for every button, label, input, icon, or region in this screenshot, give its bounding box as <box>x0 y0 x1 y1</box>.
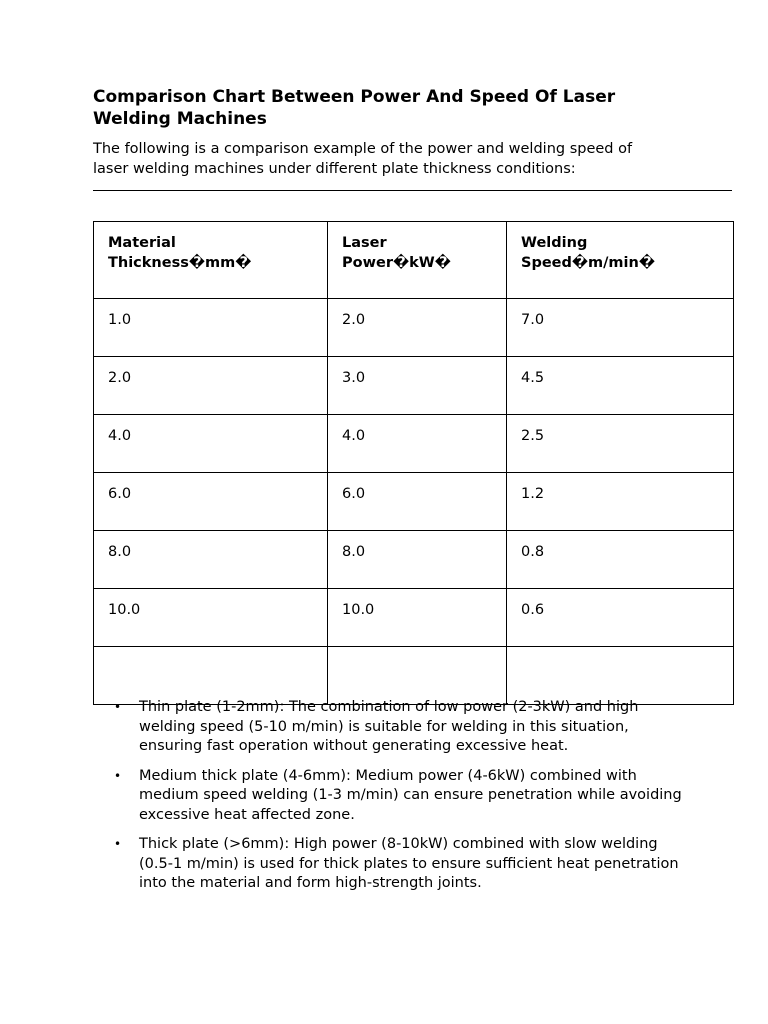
table-row <box>94 531 734 589</box>
cell-speed: 4.5 <box>507 357 734 415</box>
cell-power: 6.0 <box>328 473 507 531</box>
cell-thickness: 8.0 <box>94 531 328 589</box>
list-item <box>114 835 732 894</box>
comparison-table <box>93 221 734 705</box>
table-row <box>94 473 734 531</box>
cell-power: 4.0 <box>328 415 507 473</box>
document-page <box>93 86 732 891</box>
bullet-icon: • <box>114 837 122 851</box>
note-text: Thick plate (>6mm): High power (8-10kW) combined with slow welding (0.5-1 m/min) is used for thick plates to ensure sufficient heat penetration into the material and form high-strength joints. <box>139 836 679 891</box>
cell-thickness: 6.0 <box>94 473 328 531</box>
cell-speed: 0.8 <box>507 531 734 589</box>
cell-power: 8.0 <box>328 531 507 589</box>
table-row <box>94 357 734 415</box>
list-item <box>114 767 732 826</box>
cell-empty <box>507 647 734 705</box>
cell-power: 3.0 <box>328 357 507 415</box>
notes-list <box>93 698 732 904</box>
bullet-icon: • <box>114 768 122 783</box>
cell-empty <box>94 647 328 705</box>
table-row-empty <box>94 647 734 705</box>
column-header-power: Laser Power�kW� <box>328 222 507 299</box>
intro-paragraph: The following is a comparison example of the power and welding speed of laser welding machines under different plate thickness conditions: <box>93 141 633 177</box>
cell-thickness: 2.0 <box>94 357 328 415</box>
cell-speed: 0.6 <box>507 589 734 647</box>
horizontal-rule <box>93 190 732 191</box>
note-text: Thin plate (1-2mm): The combination of low power (2-3kW) and high welding speed (5-10 m/min) is suitable for welding in this situation, ensuring fast operation without generating excessive heat. <box>139 699 639 754</box>
column-header-speed: Welding Speed�m/min� <box>507 222 734 299</box>
table-row <box>94 299 734 357</box>
document-title: Comparison Chart Between Power And Speed Of Laser Welding Machines <box>93 87 616 129</box>
list-item <box>114 698 732 757</box>
cell-speed: 2.5 <box>507 415 734 473</box>
cell-thickness: 10.0 <box>94 589 328 647</box>
cell-speed: 7.0 <box>507 299 734 357</box>
cell-power: 10.0 <box>328 589 507 647</box>
cell-empty <box>328 647 507 705</box>
table-row <box>94 415 734 473</box>
cell-thickness: 1.0 <box>94 299 328 357</box>
table-row <box>94 589 734 647</box>
column-header-thickness: Material Thickness�mm� <box>94 222 328 299</box>
note-text: Medium thick plate (4-6mm): Medium power (4-6kW) combined with medium speed welding (1-3 m/min) can ensure penetration while avoiding excessive heat affected zone. <box>139 767 682 823</box>
cell-power: 2.0 <box>328 299 507 357</box>
cell-thickness: 4.0 <box>94 415 328 473</box>
table-header-row <box>94 222 734 299</box>
bullet-icon: • <box>114 700 122 714</box>
cell-speed: 1.2 <box>507 473 734 531</box>
